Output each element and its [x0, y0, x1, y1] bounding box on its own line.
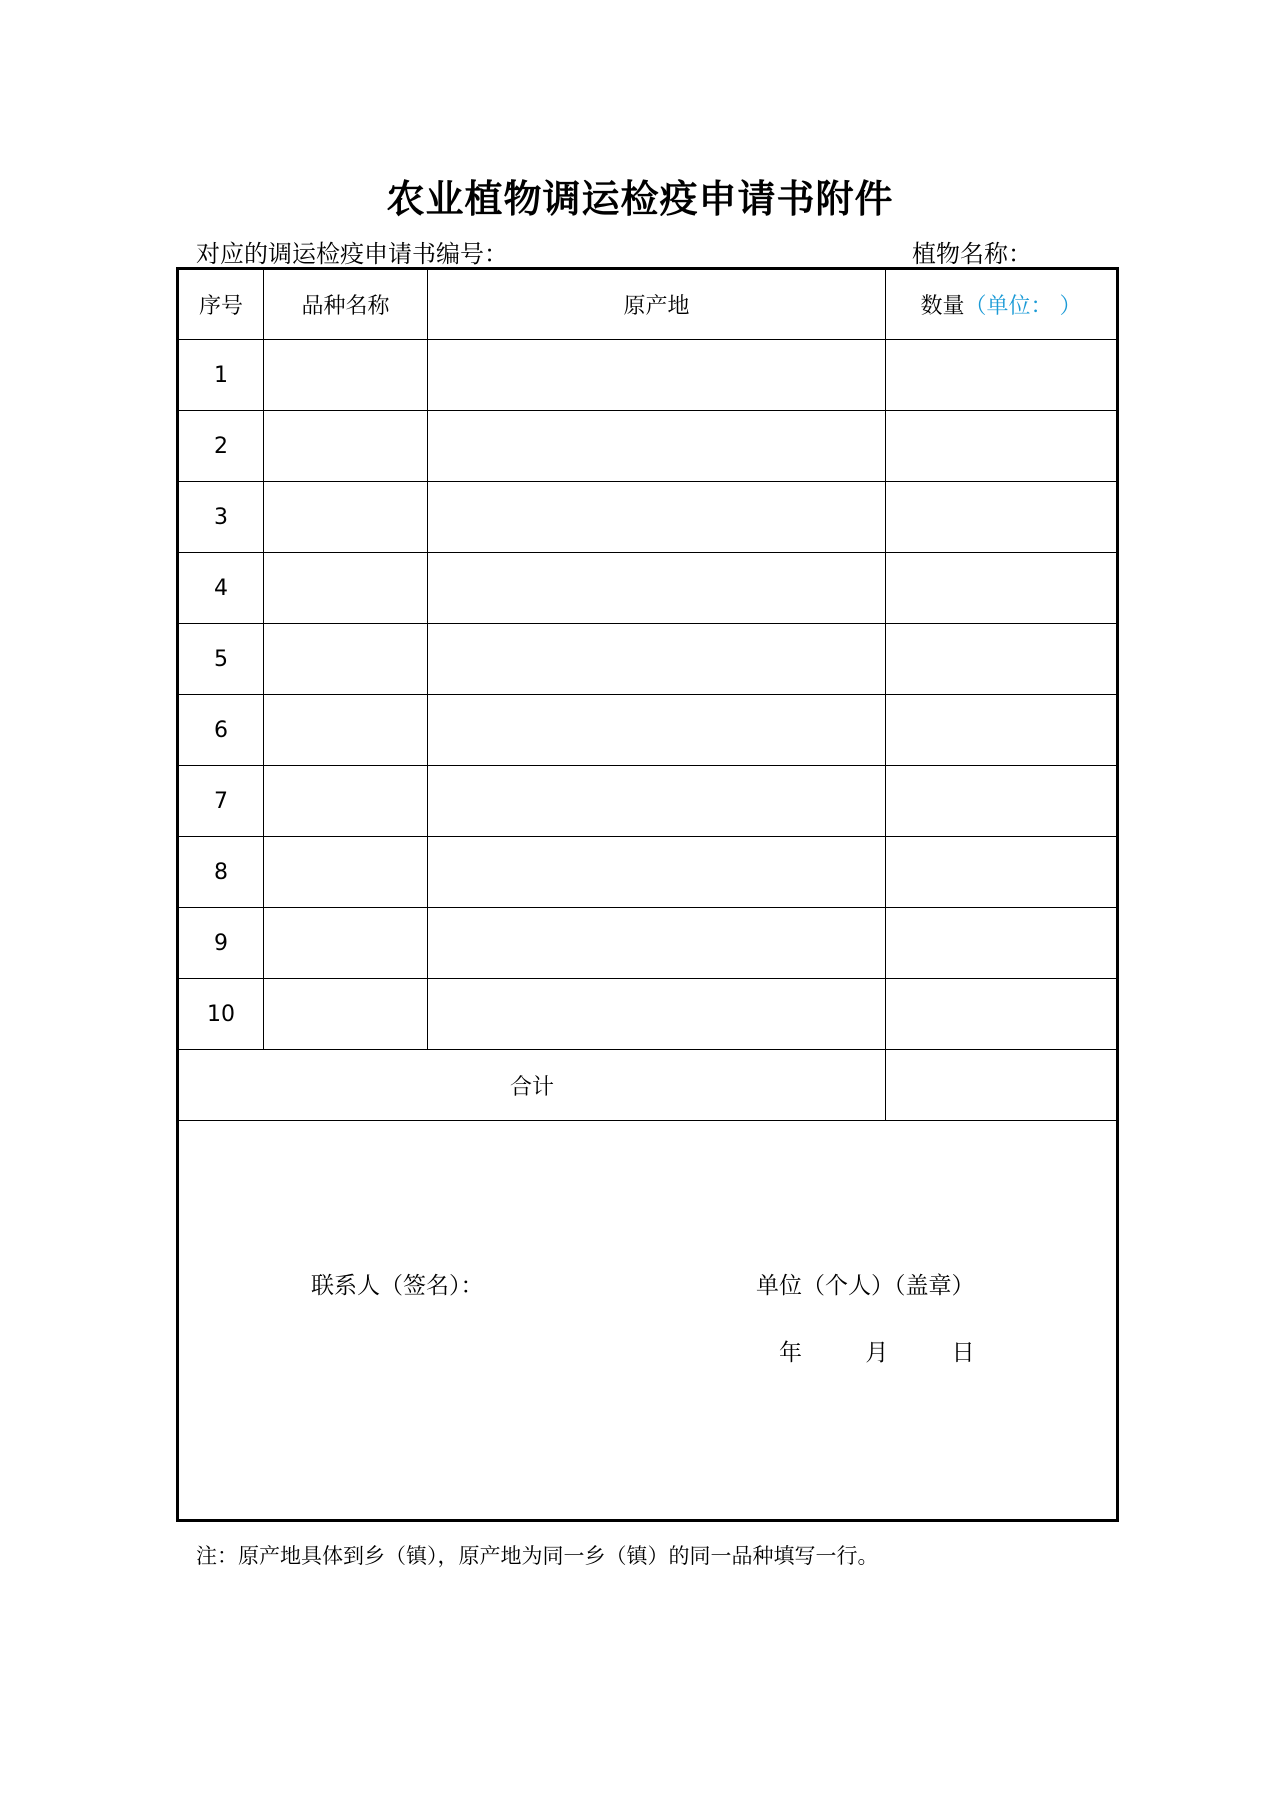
quantity-cell[interactable]	[886, 695, 1118, 766]
origin-cell[interactable]	[428, 837, 886, 908]
page-title: 农业植物调运检疫申请书附件	[386, 177, 894, 221]
variety-cell[interactable]	[264, 695, 428, 766]
row-number: 10	[178, 979, 264, 1050]
quantity-cell[interactable]	[886, 624, 1118, 695]
quantity-cell[interactable]	[886, 482, 1118, 553]
quantity-cell[interactable]	[886, 766, 1118, 837]
variety-cell[interactable]	[264, 624, 428, 695]
date-row	[779, 1334, 975, 1367]
header-seq: 序号	[178, 269, 264, 340]
variety-cell[interactable]	[264, 979, 428, 1050]
origin-cell[interactable]	[428, 340, 886, 411]
quantity-cell[interactable]	[886, 837, 1118, 908]
row-number: 8	[178, 837, 264, 908]
origin-cell[interactable]	[428, 766, 886, 837]
variety-cell[interactable]	[264, 837, 428, 908]
table-row	[178, 482, 1118, 553]
table-row	[178, 766, 1118, 837]
unit-seal-label: 单位（个人）（盖章）	[756, 1273, 975, 1299]
origin-cell[interactable]	[428, 624, 886, 695]
day-label: 日	[951, 1340, 975, 1366]
header-unit-label: （单位： ）	[964, 294, 1082, 319]
header-origin: 原产地	[428, 269, 886, 340]
origin-cell[interactable]	[428, 482, 886, 553]
signature-area	[178, 1121, 1118, 1521]
header-quantity	[886, 269, 1118, 340]
total-quantity-cell[interactable]	[886, 1050, 1118, 1121]
variety-cell[interactable]	[264, 553, 428, 624]
row-number: 2	[178, 411, 264, 482]
total-row	[178, 1050, 1118, 1121]
year-label: 年	[779, 1340, 802, 1366]
table-row	[178, 979, 1118, 1050]
row-number: 3	[178, 482, 264, 553]
quantity-cell[interactable]	[886, 908, 1118, 979]
row-number: 9	[178, 908, 264, 979]
row-number: 5	[178, 624, 264, 695]
variety-table	[176, 267, 1119, 1522]
contact-signature-label: 联系人（签名）：	[311, 1273, 484, 1299]
origin-cell[interactable]	[428, 411, 886, 482]
table-header-row	[178, 269, 1118, 340]
variety-cell[interactable]	[264, 482, 428, 553]
row-number: 7	[178, 766, 264, 837]
application-number-label: 对应的调运检疫申请书编号：	[196, 240, 508, 268]
quantity-cell[interactable]	[886, 411, 1118, 482]
table-row	[178, 908, 1118, 979]
origin-cell[interactable]	[428, 908, 886, 979]
header-quantity-label: 数量	[920, 294, 965, 319]
origin-cell[interactable]	[428, 553, 886, 624]
table-row	[178, 695, 1118, 766]
table-row	[178, 411, 1118, 482]
quantity-cell[interactable]	[886, 553, 1118, 624]
variety-cell[interactable]	[264, 766, 428, 837]
total-label: 合计	[178, 1050, 886, 1121]
footnote: 注：原产地具体到乡（镇），原产地为同一乡（镇）的同一品种填写一行。	[196, 1544, 879, 1568]
plant-name-label: 植物名称：	[912, 240, 1032, 268]
row-number: 4	[178, 553, 264, 624]
table-row	[178, 553, 1118, 624]
variety-cell[interactable]	[264, 411, 428, 482]
header-variety: 品种名称	[264, 269, 428, 340]
variety-cell[interactable]	[264, 908, 428, 979]
signature-row	[178, 1121, 1118, 1521]
table-row	[178, 837, 1118, 908]
row-number: 6	[178, 695, 264, 766]
table-row	[178, 624, 1118, 695]
quantity-cell[interactable]	[886, 979, 1118, 1050]
variety-cell[interactable]	[264, 340, 428, 411]
origin-cell[interactable]	[428, 979, 886, 1050]
origin-cell[interactable]	[428, 695, 886, 766]
table-row	[178, 340, 1118, 411]
row-number: 1	[178, 340, 264, 411]
month-label: 月	[865, 1340, 889, 1366]
quantity-cell[interactable]	[886, 340, 1118, 411]
